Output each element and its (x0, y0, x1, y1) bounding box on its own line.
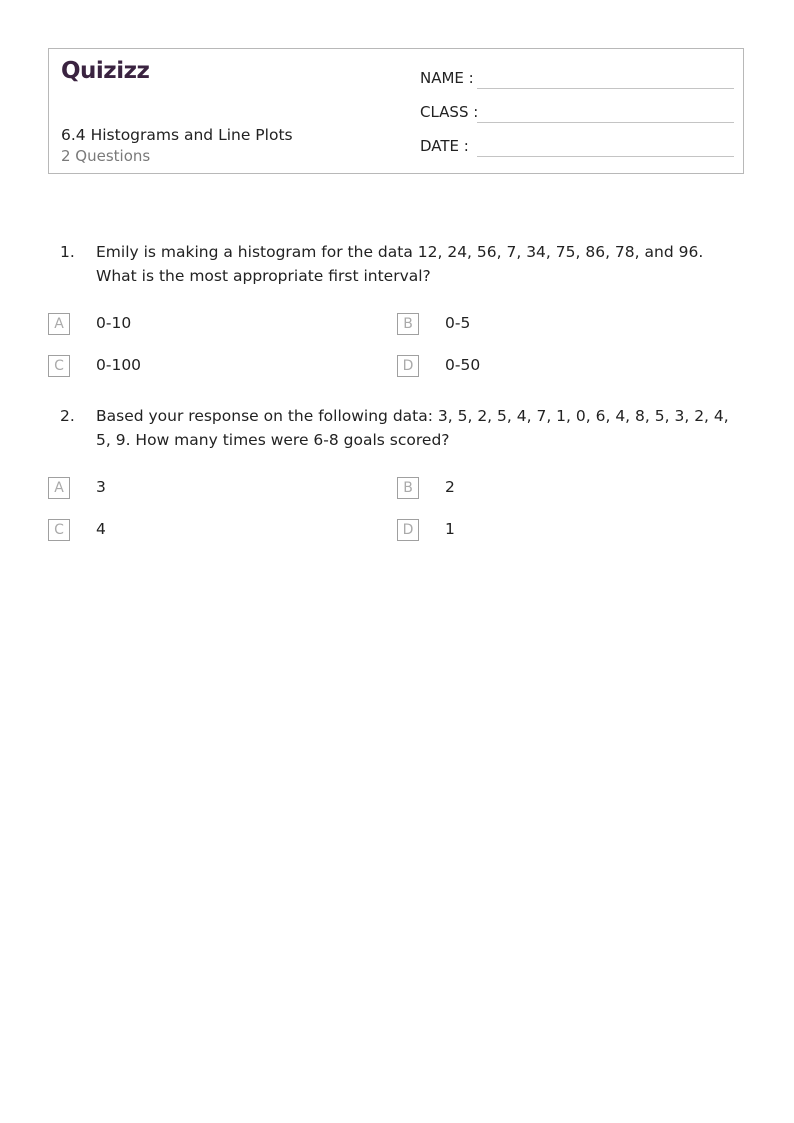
class-label: CLASS : (420, 103, 479, 121)
name-label: NAME : (420, 69, 474, 87)
option-text: 0-10 (96, 314, 132, 332)
option-letter-box[interactable]: C (48, 519, 70, 541)
option-text: 3 (96, 478, 106, 496)
option-text: 0-100 (96, 356, 142, 374)
option-letter-box[interactable]: A (48, 477, 70, 499)
option-text: 0-5 (445, 314, 471, 332)
worksheet-title: 6.4 Histograms and Line Plots (61, 126, 293, 144)
option-letter-box[interactable]: D (397, 355, 419, 377)
date-field[interactable] (420, 135, 734, 157)
name-field[interactable] (420, 67, 734, 89)
option-letter-box[interactable]: D (397, 519, 419, 541)
question-count: 2 Questions (61, 147, 151, 165)
class-line[interactable] (477, 122, 734, 123)
date-label: DATE : (420, 137, 469, 155)
quizizz-logo: Quizizz (61, 58, 150, 84)
option-letter-box[interactable]: A (48, 313, 70, 335)
option-text: 1 (445, 520, 455, 538)
option-text: 4 (96, 520, 106, 538)
option-text: 2 (445, 478, 455, 496)
worksheet-header (48, 48, 744, 174)
date-line[interactable] (477, 156, 734, 157)
question-text: Emily is making a histogram for the data 12, 24, 56, 7, 34, 75, 86, 78, and 96. What is the most appropriate first interval? (96, 243, 704, 285)
option-letter-box[interactable]: C (48, 355, 70, 377)
option-letter-box[interactable]: B (397, 477, 419, 499)
question-number: 2. (60, 407, 75, 425)
question-2 (60, 404, 740, 452)
question-1 (60, 240, 740, 288)
question-number: 1. (60, 243, 75, 261)
name-line[interactable] (477, 88, 734, 89)
option-letter-box[interactable]: B (397, 313, 419, 335)
option-text: 0-50 (445, 356, 481, 374)
class-field[interactable] (420, 101, 734, 123)
question-text: Based your response on the following data: 3, 5, 2, 5, 4, 7, 1, 0, 6, 4, 8, 5, 3, 2, 4, 5, 9. How many times were 6-8 goals scored? (96, 407, 729, 449)
